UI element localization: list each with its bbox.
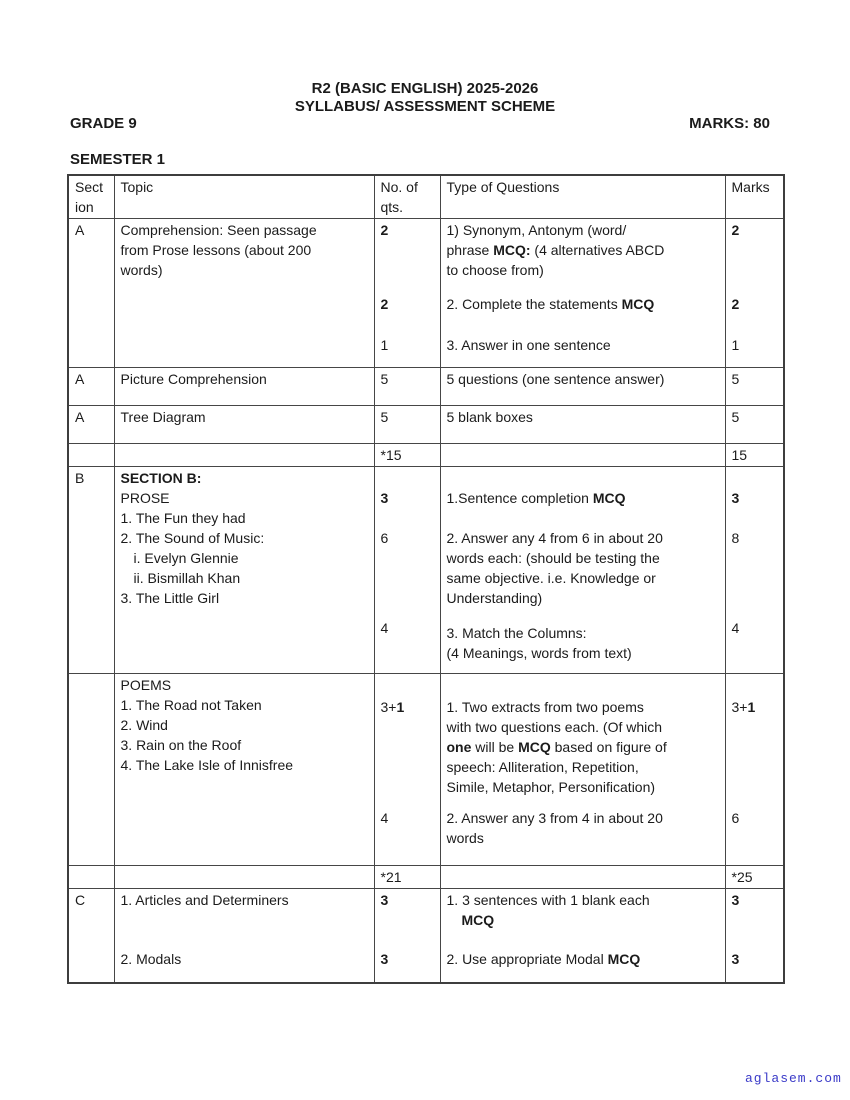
cell-block	[447, 220, 721, 280]
table-row	[68, 467, 784, 674]
cell-block	[381, 294, 436, 314]
cell-line: 6	[380, 530, 389, 546]
cell-line: 2	[380, 296, 389, 312]
cell-line: ii. Bismillah Khan	[133, 570, 241, 586]
qts-cell	[374, 467, 440, 674]
cell-block	[121, 949, 370, 969]
cell-block	[732, 220, 780, 240]
cell-line: speech: Alliteration, Repetition,	[446, 759, 639, 775]
cell-block	[447, 623, 721, 663]
table-row	[68, 368, 784, 406]
cell-line: 1. Two extracts from two poems	[446, 699, 644, 715]
cell-block	[381, 618, 436, 638]
type-cell	[440, 674, 725, 866]
marks-cell	[725, 406, 784, 444]
marks-cell	[725, 368, 784, 406]
cell-line: 2. Complete the statements MCQ	[446, 296, 655, 312]
cell-line: words	[446, 830, 484, 846]
section-cell	[68, 674, 114, 866]
cell-block	[732, 488, 780, 508]
topic-cell	[114, 467, 374, 674]
cell-line: 6	[731, 810, 740, 826]
cell-line: 3+1	[731, 699, 756, 715]
cell-block	[732, 294, 780, 314]
cell-line: same objective. i.e. Knowledge or	[446, 570, 656, 586]
table-row	[68, 889, 784, 984]
cell-block	[121, 407, 370, 427]
cell-block	[447, 890, 721, 930]
cell-block	[381, 407, 436, 427]
qts-cell	[374, 368, 440, 406]
qts-cell	[374, 866, 440, 889]
cell-line: 3	[731, 490, 740, 506]
cell-line: 2. Answer any 3 from 4 in about 20	[446, 810, 663, 826]
marks-cell	[725, 444, 784, 467]
cell-line: 5 questions (one sentence answer)	[446, 371, 665, 387]
grade-marks-row	[70, 115, 770, 132]
cell-line: 4. The Lake Isle of Innisfree	[120, 757, 294, 773]
cell-line: to choose from)	[446, 262, 544, 278]
cell-block	[732, 618, 780, 638]
cell-line: SECTION B:	[120, 470, 202, 486]
topic-cell	[114, 219, 374, 368]
table-row	[68, 219, 784, 368]
cell-line: words)	[120, 262, 163, 278]
type-cell	[440, 467, 725, 674]
cell-line: 1	[731, 337, 740, 353]
cell-line: 2. Answer any 4 from 6 in about 20	[446, 530, 663, 546]
topic-cell	[114, 674, 374, 866]
topic-cell	[114, 444, 374, 467]
cell-line: 4	[380, 810, 389, 826]
cell-line: 15	[731, 447, 748, 463]
cell-block	[732, 369, 780, 389]
cell-line: 1. Articles and Determiners	[120, 892, 289, 908]
cell-block	[121, 369, 370, 389]
col-header-section: Sect ion	[68, 175, 114, 219]
table-row	[68, 406, 784, 444]
cell-line: POEMS	[120, 677, 172, 693]
title-line-1: R2 (BASIC ENGLISH) 2025-2026	[311, 80, 539, 97]
marks-cell	[725, 866, 784, 889]
cell-line: 2	[731, 222, 740, 238]
cell-block	[121, 890, 370, 910]
cell-line: 3	[380, 951, 389, 967]
cell-block	[732, 335, 780, 355]
cell-block	[732, 949, 780, 969]
cell-line: 1	[380, 337, 389, 353]
cell-block	[732, 867, 780, 887]
cell-block	[447, 949, 721, 969]
col-header-topic: Topic	[114, 175, 374, 219]
cell-block	[732, 890, 780, 910]
qts-cell	[374, 219, 440, 368]
cell-block	[381, 867, 436, 887]
col-header-qts: No. of qts.	[374, 175, 440, 219]
type-cell	[440, 889, 725, 984]
syllabus-table	[67, 174, 785, 984]
cell-line: PROSE	[120, 490, 170, 506]
cell-block	[381, 220, 436, 240]
cell-line: MCQ	[461, 912, 495, 928]
cell-line: 5	[380, 409, 389, 425]
cell-line: *25	[731, 869, 753, 885]
cell-block	[447, 335, 721, 355]
table-header-row	[68, 175, 784, 219]
cell-line: Picture Comprehension	[120, 371, 267, 387]
qts-cell	[374, 406, 440, 444]
cell-line: (4 Meanings, words from text)	[446, 645, 632, 661]
grade-label: GRADE 9	[70, 115, 137, 132]
cell-line: words each: (should be testing the	[446, 550, 660, 566]
type-cell	[440, 368, 725, 406]
cell-line: one will be MCQ based on figure of	[446, 739, 667, 755]
watermark: aglasem.com	[745, 1071, 842, 1086]
cell-block	[447, 697, 721, 797]
cell-line: 2. Wind	[120, 717, 168, 733]
cell-block	[381, 369, 436, 389]
section-cell	[68, 444, 114, 467]
type-cell	[440, 406, 725, 444]
semester-heading: SEMESTER 1	[70, 151, 166, 168]
cell-line: 3	[731, 951, 740, 967]
col-header-type: Type of Questions	[440, 175, 725, 219]
cell-block	[381, 949, 436, 969]
topic-cell	[114, 889, 374, 984]
table-row	[68, 444, 784, 467]
cell-block	[121, 675, 370, 775]
marks-cell	[725, 889, 784, 984]
cell-line: 2. Modals	[120, 951, 182, 967]
cell-line: 1) Synonym, Antonym (word/	[446, 222, 627, 238]
section-cell: B	[68, 467, 114, 674]
cell-block	[447, 808, 721, 848]
cell-line: Simile, Metaphor, Personification)	[446, 779, 656, 795]
cell-line: Comprehension: Seen passage	[120, 222, 317, 238]
section-cell: A	[68, 406, 114, 444]
cell-block	[732, 445, 780, 465]
cell-line: 8	[731, 530, 740, 546]
topic-cell	[114, 866, 374, 889]
type-cell	[440, 219, 725, 368]
cell-line: 1. The Fun they had	[120, 510, 246, 526]
cell-line: 2	[380, 222, 389, 238]
cell-line: 3	[380, 892, 389, 908]
cell-block	[381, 528, 436, 548]
cell-block	[447, 369, 721, 389]
cell-line: 3	[380, 490, 389, 506]
cell-line: 2. Use appropriate Modal MCQ	[446, 951, 641, 967]
cell-line: 5	[380, 371, 389, 387]
cell-block	[381, 890, 436, 910]
cell-line: 3+1	[380, 699, 405, 715]
cell-line: 2	[731, 296, 740, 312]
cell-block	[447, 528, 721, 608]
cell-line: 3. Answer in one sentence	[446, 337, 611, 353]
section-cell: C	[68, 889, 114, 984]
document-title	[0, 80, 850, 116]
cell-block	[732, 407, 780, 427]
cell-line: 5	[731, 409, 740, 425]
cell-line: 3. Rain on the Roof	[120, 737, 242, 753]
cell-block	[732, 528, 780, 548]
table-row	[68, 866, 784, 889]
cell-line: *15	[380, 447, 402, 463]
qts-cell	[374, 674, 440, 866]
cell-block	[381, 445, 436, 465]
topic-cell	[114, 406, 374, 444]
cell-line: from Prose lessons (about 200	[120, 242, 312, 258]
cell-line: 1. The Road not Taken	[120, 697, 262, 713]
type-cell	[440, 444, 725, 467]
cell-line: 3. The Little Girl	[120, 590, 220, 606]
cell-line: 3. Match the Columns:	[446, 625, 587, 641]
topic-cell	[114, 368, 374, 406]
cell-line: with two questions each. (Of which	[446, 719, 663, 735]
cell-block	[121, 220, 370, 280]
cell-line: 4	[731, 620, 740, 636]
marks-cell	[725, 467, 784, 674]
cell-block	[381, 335, 436, 355]
cell-block	[732, 808, 780, 828]
qts-cell	[374, 444, 440, 467]
cell-line: Tree Diagram	[120, 409, 206, 425]
marks-cell	[725, 219, 784, 368]
section-cell: A	[68, 368, 114, 406]
cell-block	[447, 488, 721, 508]
syllabus-table-body	[68, 219, 784, 984]
section-cell: A	[68, 219, 114, 368]
cell-block	[381, 808, 436, 828]
cell-line: *21	[380, 869, 402, 885]
cell-line: 5 blank boxes	[446, 409, 533, 425]
cell-line: i. Evelyn Glennie	[133, 550, 239, 566]
section-cell	[68, 866, 114, 889]
qts-cell	[374, 889, 440, 984]
cell-line: 1. 3 sentences with 1 blank each	[446, 892, 650, 908]
cell-block	[381, 488, 436, 508]
cell-line: phrase MCQ: (4 alternatives ABCD	[446, 242, 665, 258]
cell-block	[732, 697, 780, 717]
cell-line: 5	[731, 371, 740, 387]
cell-block	[447, 407, 721, 427]
table-row	[68, 674, 784, 866]
cell-block	[381, 697, 436, 717]
cell-block	[447, 294, 721, 314]
col-header-marks: Marks	[725, 175, 784, 219]
type-cell	[440, 866, 725, 889]
cell-line: Understanding)	[446, 590, 543, 606]
cell-line: 4	[380, 620, 389, 636]
cell-line: 2. The Sound of Music:	[120, 530, 265, 546]
cell-line: 3	[731, 892, 740, 908]
title-line-2: SYLLABUS/ ASSESSMENT SCHEME	[294, 98, 556, 115]
total-marks-label: MARKS: 80	[689, 115, 770, 132]
cell-block	[121, 468, 370, 608]
cell-line: 1.Sentence completion MCQ	[446, 490, 626, 506]
marks-cell	[725, 674, 784, 866]
